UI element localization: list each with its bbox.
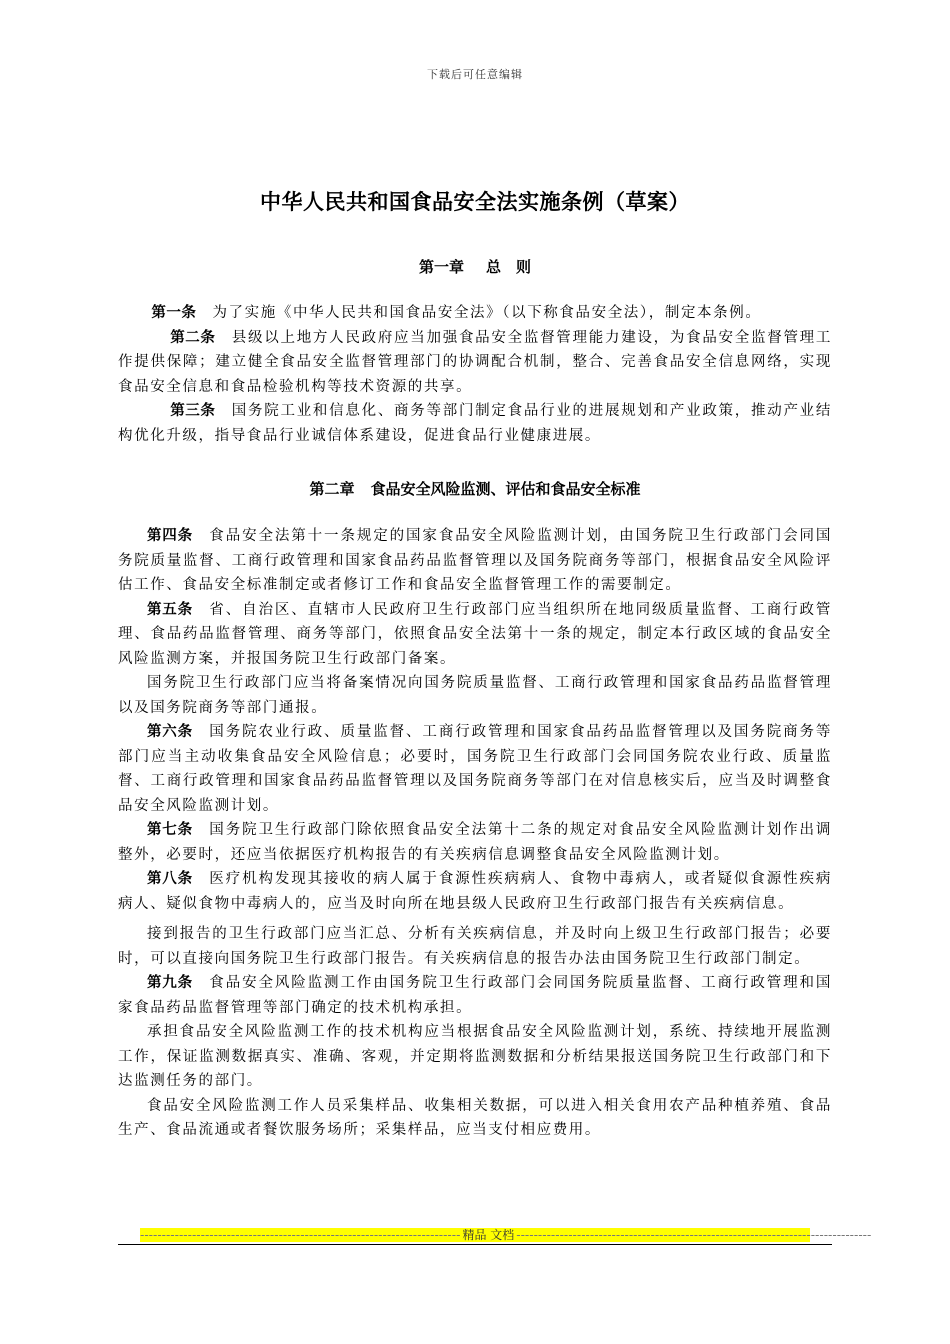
article-label: 第三条 bbox=[170, 403, 216, 419]
article-text: 食品安全风险监测工作由国务院卫生行政部门会同国务院质量监督、工商行政管理和国家食品药品监督管理等部门确定的技术机构承担。 bbox=[118, 975, 833, 1016]
footer-divider bbox=[118, 1244, 832, 1245]
article-label: 第四条 bbox=[147, 528, 193, 544]
article-2 bbox=[118, 326, 832, 400]
article-label: 第二条 bbox=[170, 329, 216, 346]
article-text: 国务院工业和信息化、商务等部门制定食品行业的进展规划和产业政策，推动产业结构优化升级，指导食品行业诚信体系建设，促进食品行业健康进展。 bbox=[118, 403, 832, 444]
article-9-paragraph-3: 食品安全风险监测工作人员采集样品、收集相关数据，可以进入相关食用农产品种植养殖、食品生产、食品流通或者餐饮服务场所；采集样品，应当支付相应费用。 bbox=[118, 1097, 832, 1138]
chapter-2-body bbox=[118, 524, 832, 1143]
article-label: 第一条 bbox=[151, 305, 197, 321]
chapter-name: 食品安全风险监测、评估和食品安全标准 bbox=[370, 480, 641, 498]
article-9 bbox=[118, 971, 832, 1020]
document-title: 中华人民共和国食品安全法实施条例（草案） bbox=[260, 190, 690, 214]
article-8 bbox=[118, 867, 832, 916]
footer-label: 精品 文档 bbox=[462, 1228, 515, 1242]
article-9-paragraph-2: 承担食品安全风险监测工作的技术机构应当根据食品安全风险监测计划，系统、持续地开展监测工作，保证监测数据真实、准确、客观，并定期将监测数据和分析结果报送国务院卫生行政部门和下达监测任务的部门。 bbox=[118, 1024, 832, 1089]
article-text: 国务院卫生行政部门除依照食品安全法第十二条的规定对食品安全风险监测计划作出调整外，必要时，还应当依据医疗机构报告的有关疾病信息调整食品安全风险监测计划。 bbox=[118, 822, 833, 863]
article-7 bbox=[118, 818, 832, 867]
article-4 bbox=[118, 524, 832, 598]
header-note: 下载后可任意编辑 bbox=[427, 68, 523, 81]
article-label: 第六条 bbox=[147, 724, 193, 740]
footer-dash-left: -------------------------------------------------------------------------- bbox=[140, 1228, 461, 1242]
chapter-number: 第一章 bbox=[418, 258, 464, 276]
article-text: 国务院农业行政、质量监督、工商行政管理和国家食品药品监督管理以及国务院商务等部门应当主动收集食品安全风险信息；必要时，国务院卫生行政部门会同国务院农业行政、质量监督、工商行政管理和国家食品药品监督管理以及国务院商务等部门在对信息核实后，应当及时调整食品安全风险监测计划。 bbox=[118, 724, 833, 814]
article-label: 第八条 bbox=[147, 871, 193, 887]
article-label: 第七条 bbox=[147, 822, 193, 838]
article-8-paragraph-2: 接到报告的卫生行政部门应当汇总、分析有关疾病信息，并及时向上级卫生行政部门报告；必要时，可以直接向国务院卫生行政部门报告。有关疾病信息的报告办法由国务院卫生行政部门制定。 bbox=[118, 926, 832, 967]
article-text: 食品安全法第十一条规定的国家食品安全风险监测计划，由国务院卫生行政部门会同国务院质量监督、工商行政管理和国家食品药品监督管理以及国务院商务等部门，根据食品安全风险评估工作、食品安全标准制定或者修订工作和食品安全监督管理工作的需要制定。 bbox=[118, 528, 833, 593]
article-5 bbox=[118, 598, 832, 672]
article-label: 第五条 bbox=[147, 601, 193, 618]
article-6 bbox=[118, 720, 832, 818]
chapter-2-heading bbox=[0, 478, 950, 499]
article-1 bbox=[118, 301, 832, 326]
chapter-1-heading bbox=[0, 256, 950, 277]
chapter-number: 第二章 bbox=[309, 480, 355, 498]
article-text: 省、自治区、直辖市人民政府卫生行政部门应当组织所在地同级质量监督、工商行政管理、食品药品监督管理、商务等部门，依照食品安全法第十一条的规定，制定本行政区域的食品安全风险监测方案，并报国务院卫生行政部门备案。 bbox=[118, 601, 833, 667]
article-text: 医疗机构发现其接收的病人属于食源性疾病病人、食物中毒病人，或者疑似食源性疾病病人、疑似食物中毒病人的，应当及时向所在地县级人民政府卫生行政部门报告有关疾病信息。 bbox=[118, 871, 833, 912]
chapter-1-body bbox=[118, 301, 832, 448]
footer-highlight-bar bbox=[140, 1228, 872, 1242]
article-text: 县级以上地方人民政府应当加强食品安全监督管理能力建设，为食品安全监督管理工作提供保障；建立健全食品安全监督管理部门的协调配合机制，整合、完善食品安全信息网络，实现食品安全信息和食品检验机构等技术资源的共享。 bbox=[118, 329, 832, 395]
article-3 bbox=[118, 399, 832, 448]
article-label: 第九条 bbox=[147, 975, 193, 991]
article-text: 为了实施《中华人民共和国食品安全法》（以下称食品安全法），制定本条例。 bbox=[212, 305, 762, 321]
chapter-name: 总 则 bbox=[486, 258, 532, 276]
footer-dash-right: ---------------------------------------------------------------------------------- bbox=[516, 1228, 872, 1242]
article-5-paragraph-2: 国务院卫生行政部门应当将备案情况向国务院质量监督、工商行政管理和国家食品药品监督管理以及国务院商务等部门通报。 bbox=[118, 675, 832, 716]
